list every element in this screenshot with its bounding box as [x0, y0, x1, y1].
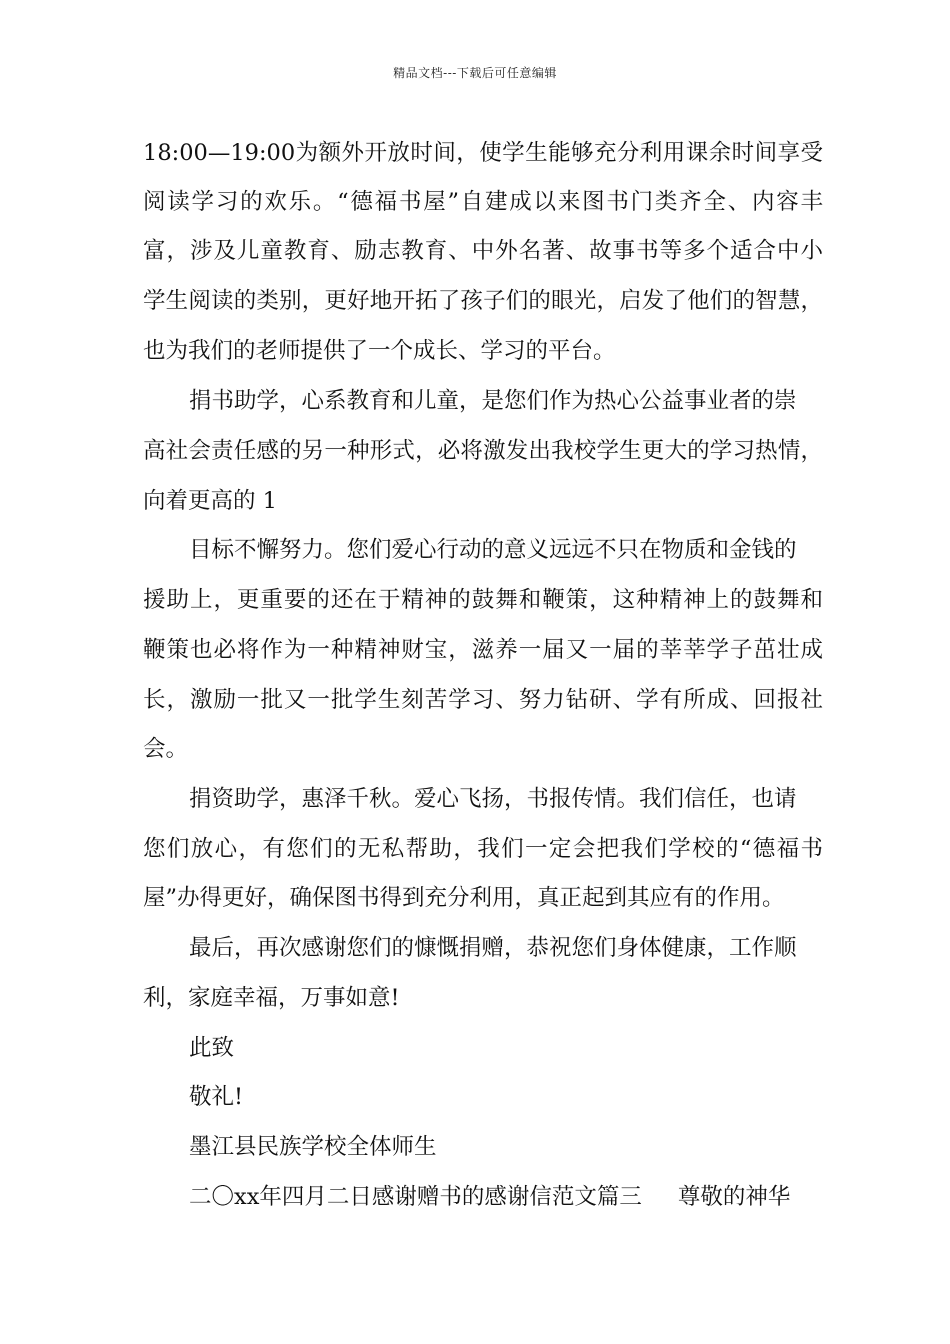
text-line: 学生阅读的类别，更好地开拓了孩子们的眼光，启发了他们的智慧，	[143, 288, 823, 314]
text-line: 阅读学习的欢乐。“德福书屋”自建成以来图书门类齐全、内容丰	[143, 189, 823, 215]
date-and-title: 二〇xx年四月二日感谢赠书的感谢信范文篇三	[189, 1184, 642, 1210]
text-line: 利，家庭幸福，万事如意!	[143, 985, 400, 1011]
next-letter-salutation: 尊敬的神华	[677, 1184, 791, 1210]
paragraph-start-line: 目标不懈努力。您们爱心行动的意义远远不只在物质和金钱的	[189, 537, 797, 563]
paragraph-start-line: 捐书助学，心系教育和儿童，是您们作为热心公益事业者的崇	[189, 388, 797, 414]
text-line: 向着更高的 1	[143, 488, 277, 514]
text-line: 屋”办得更好，确保图书得到充分利用，真正起到其应有的作用。	[143, 885, 785, 911]
date-title-line	[189, 1182, 869, 1212]
signature-line: 墨江县民族学校全体师生	[189, 1134, 437, 1160]
text-line: 富，涉及儿童教育、励志教育、中外名著、故事书等多个适合中小	[143, 238, 823, 264]
text-line: 援助上，更重要的还在于精神的鼓舞和鞭策，这种精神上的鼓舞和	[143, 587, 823, 613]
page-header: 精品文档---下载后可任意编辑	[393, 66, 557, 80]
text-line: 会。	[143, 736, 189, 762]
text-line: 长，激励一批又一批学生刻苦学习、努力钻研、学有所成、回报社	[143, 687, 823, 713]
text-line: 也为我们的老师提供了一个成长、学习的平台。	[143, 338, 616, 364]
text-line: 高社会责任感的另一种形式，必将激发出我校学生更大的学习热情，	[143, 438, 823, 464]
text-line: 您们放心，有您们的无私帮助，我们一定会把我们学校的“德福书	[143, 836, 823, 862]
text-line: 18:00—19:00为额外开放时间，使学生能够充分利用课余时间享受	[143, 140, 823, 166]
paragraph-start-line: 捐资助学，惠泽千秋。爱心飞扬，书报传情。我们信任，也请	[189, 786, 797, 812]
closing-salutation: 此致	[189, 1035, 235, 1061]
text-line: 鞭策也必将作为一种精神财宝，滋养一届又一届的莘莘学子茁壮成	[143, 637, 823, 663]
paragraph-start-line: 最后，再次感谢您们的慷慨捐赠，恭祝您们身体健康，工作顺	[189, 935, 797, 961]
closing-regards: 敬礼!	[189, 1084, 244, 1110]
